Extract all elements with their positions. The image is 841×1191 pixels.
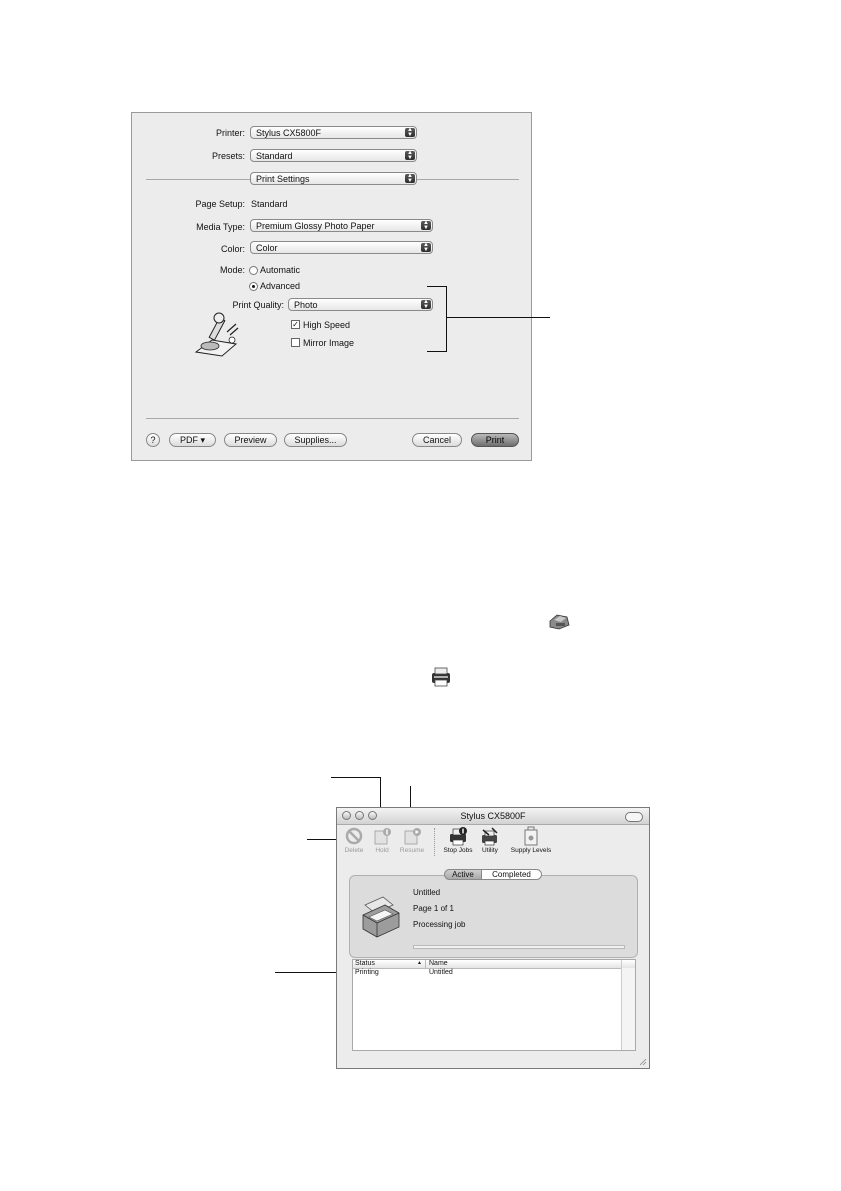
stop-jobs-icon [448, 826, 468, 846]
hold-button[interactable] [369, 826, 395, 854]
row-name: Untitled [429, 969, 453, 976]
presets-value: Standard [256, 151, 293, 161]
cancel-button[interactable]: Cancel [412, 433, 462, 447]
page-setup-label: Page Setup: [195, 199, 245, 209]
print-center-icon [430, 667, 452, 687]
tab-completed[interactable]: Completed [481, 869, 542, 880]
supply-levels-label: Supply Levels [510, 847, 552, 854]
printer-queue-window [336, 807, 650, 1069]
presets-label: Presets: [211, 151, 245, 161]
table-row[interactable] [353, 969, 621, 978]
column-status-header[interactable]: Status [355, 960, 375, 967]
high-speed-checkbox[interactable]: ✓ [292, 320, 299, 329]
utility-button[interactable] [478, 826, 502, 854]
bottom-separator [146, 418, 519, 419]
printer-utility-icon [547, 611, 571, 631]
printer-icon [359, 893, 403, 939]
media-type-label: Media Type: [196, 222, 245, 232]
mode-label: Mode: [219, 265, 245, 275]
row-status: Printing [355, 969, 379, 976]
popup-arrows-icon: ▲ ▼ [405, 174, 415, 183]
window-title: Stylus CX5800F [460, 811, 526, 821]
section-value: Print Settings [256, 174, 310, 184]
printer-value: Stylus CX5800F [256, 128, 322, 138]
mode-advanced-label: Advanced [260, 281, 301, 291]
mode-automatic-label: Automatic [260, 265, 301, 275]
resume-icon [402, 826, 422, 846]
supply-levels-button[interactable] [506, 826, 556, 854]
high-speed-label: High Speed [303, 320, 351, 330]
popup-arrows-icon: ▲ ▼ [421, 243, 431, 252]
job-status: Processing job [413, 920, 466, 929]
pdf-button[interactable]: PDF ▾ [169, 433, 216, 447]
print-quality-popup[interactable] [288, 298, 433, 311]
hold-icon [372, 826, 392, 846]
progress-bar [413, 945, 625, 949]
delete-icon [344, 826, 364, 846]
column-name-header[interactable]: Name [429, 960, 448, 967]
popup-arrows-icon: ▲ ▼ [405, 128, 415, 137]
hold-label: Hold [375, 847, 389, 854]
supplies-button[interactable]: Supplies... [284, 433, 347, 447]
table-header [353, 960, 635, 969]
sort-ascending-icon: ▲ [417, 960, 422, 966]
color-value: Color [256, 243, 278, 253]
presets-popup[interactable] [250, 149, 417, 162]
utility-icon [480, 826, 500, 846]
popup-arrows-icon: ▲ ▼ [421, 221, 431, 230]
media-type-value: Premium Glossy Photo Paper [256, 221, 375, 231]
printer-popup[interactable] [250, 126, 417, 139]
epson-photo-icon [192, 310, 244, 360]
callout-line [446, 317, 550, 318]
help-button[interactable]: ? [146, 433, 160, 447]
title-bar [337, 808, 649, 825]
callout-line [427, 286, 447, 287]
preview-button[interactable]: Preview [224, 433, 277, 447]
toolbar-toggle-button[interactable] [625, 812, 643, 822]
callout-line [446, 286, 447, 352]
utility-label: Utility [482, 847, 498, 854]
page-setup-value: Standard [251, 199, 288, 209]
column-divider [425, 960, 426, 968]
tab-active[interactable]: Active [444, 869, 482, 880]
job-page: Page 1 of 1 [413, 904, 454, 913]
separator-right [417, 179, 519, 180]
mode-automatic-radio[interactable] [249, 266, 258, 275]
stop-jobs-label: Stop Jobs [443, 847, 473, 854]
color-label: Color: [220, 244, 245, 254]
separator-left [146, 179, 250, 180]
printer-label: Printer: [215, 128, 245, 138]
popup-arrows-icon: ▲ ▼ [421, 300, 431, 309]
delete-label: Delete [344, 847, 364, 854]
print-dialog [131, 112, 532, 461]
popup-arrows-icon: ▲ ▼ [405, 151, 415, 160]
callout-line [427, 351, 447, 352]
resize-grip-icon[interactable] [639, 1058, 647, 1066]
supply-levels-icon [521, 826, 541, 846]
resume-button[interactable] [397, 826, 427, 854]
job-name: Untitled [413, 888, 441, 897]
section-popup[interactable] [250, 172, 417, 185]
mode-advanced-radio[interactable] [249, 282, 258, 291]
toolbar-separator [434, 828, 436, 856]
media-type-popup[interactable] [250, 219, 433, 232]
delete-button[interactable] [342, 826, 366, 854]
callout-line [331, 777, 381, 778]
print-quality-value: Photo [294, 300, 318, 310]
mirror-image-label: Mirror Image [303, 338, 355, 348]
resume-label: Resume [399, 847, 425, 854]
print-quality-label: Print Quality: [232, 300, 284, 310]
print-button[interactable]: Print [471, 433, 519, 447]
mirror-image-checkbox[interactable] [291, 338, 300, 347]
vertical-scrollbar[interactable] [622, 968, 635, 1050]
stop-jobs-button[interactable] [441, 826, 475, 854]
color-popup[interactable] [250, 241, 433, 254]
